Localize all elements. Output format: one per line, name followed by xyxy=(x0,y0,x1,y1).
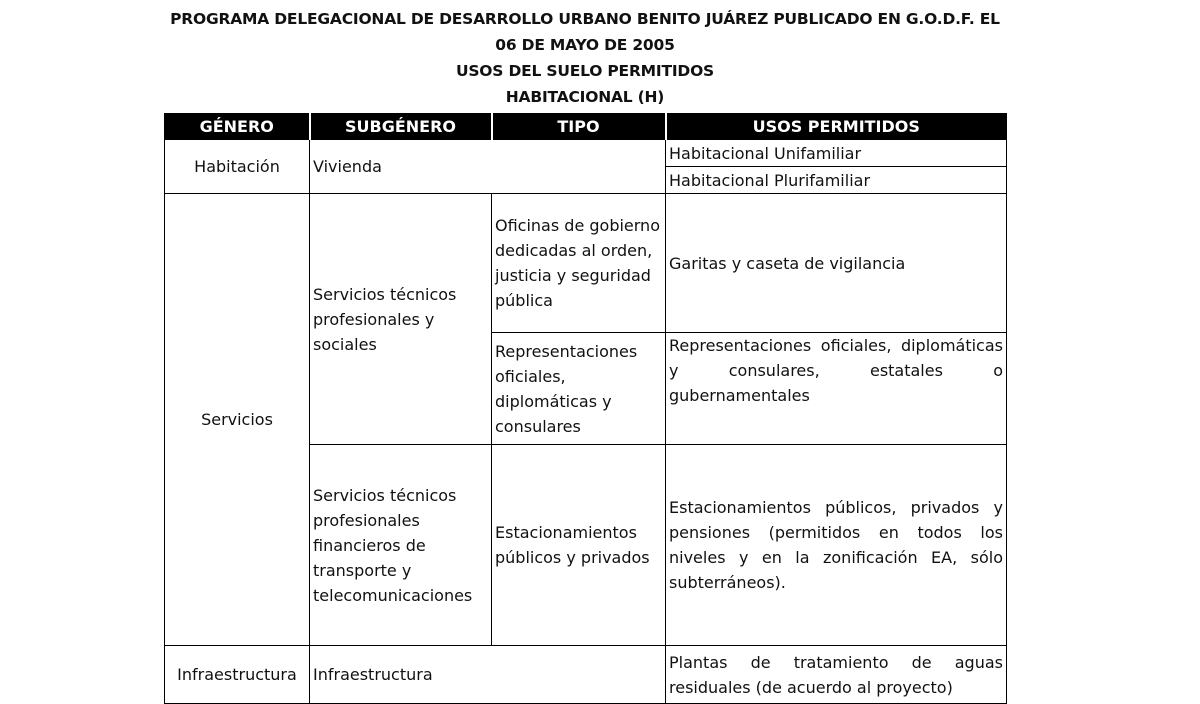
land-use-table xyxy=(164,113,1007,704)
genero-infraestructura: Infraestructura xyxy=(165,646,310,704)
tipo-estacionamientos: Estacionamientos públicos y privados xyxy=(492,445,666,646)
genero-habitacion: Habitación xyxy=(165,140,310,194)
table-row xyxy=(165,194,1007,333)
header-tipo: TIPO xyxy=(492,114,666,140)
subgenero-servicios-financieros: Servicios técnicos profesionales financieros de transporte y telecomunicaciones xyxy=(310,445,492,646)
document-header xyxy=(0,6,1170,110)
uso-representaciones: Representaciones oficiales, diplomáticas y consulares, estatales o gubernamentales xyxy=(666,333,1007,445)
subgenero-infraestructura: Infraestructura xyxy=(310,646,666,704)
tipo-representaciones: Representaciones oficiales, diplomáticas y consulares xyxy=(492,333,666,445)
subgenero-servicios-tecnicos-sociales: Servicios técnicos profesionales y sociales xyxy=(310,194,492,445)
document-title-line-1: PROGRAMA DELEGACIONAL DE DESARROLLO URBANO BENITO JUÁREZ PUBLICADO EN G.O.D.F. EL xyxy=(170,10,1000,28)
document-title-line-3: USOS DEL SUELO PERMITIDOS xyxy=(455,62,715,80)
uso-habitacional-plurifamiliar: Habitacional Plurifamiliar xyxy=(666,167,1007,194)
header-usos-permitidos: USOS PERMITIDOS xyxy=(666,114,1007,140)
document-title-line-4: HABITACIONAL (H) xyxy=(505,88,665,106)
uso-plantas-tratamiento: Plantas de tratamiento de aguas residuales (de acuerdo al proyecto) xyxy=(666,646,1007,704)
uso-habitacional-unifamiliar: Habitacional Unifamiliar xyxy=(666,140,1007,167)
uso-estacionamientos: Estacionamientos públicos, privados y pensiones (permitidos en todos los niveles y en la zonificación EA, sólo subterráneos). xyxy=(666,445,1007,646)
header-subgenero: SUBGÉNERO xyxy=(310,114,492,140)
uso-garitas: Garitas y caseta de vigilancia xyxy=(666,194,1007,333)
table-header-row xyxy=(165,114,1007,140)
subgenero-vivienda: Vivienda xyxy=(310,140,666,194)
genero-servicios: Servicios xyxy=(165,194,310,646)
table-row xyxy=(165,140,1007,167)
header-genero: GÉNERO xyxy=(165,114,310,140)
tipo-oficinas-gobierno: Oficinas de gobierno dedicadas al orden, justicia y seguridad pública xyxy=(492,194,666,333)
document-title-line-2: 06 DE MAYO DE 2005 xyxy=(495,36,675,54)
table-row xyxy=(165,646,1007,704)
